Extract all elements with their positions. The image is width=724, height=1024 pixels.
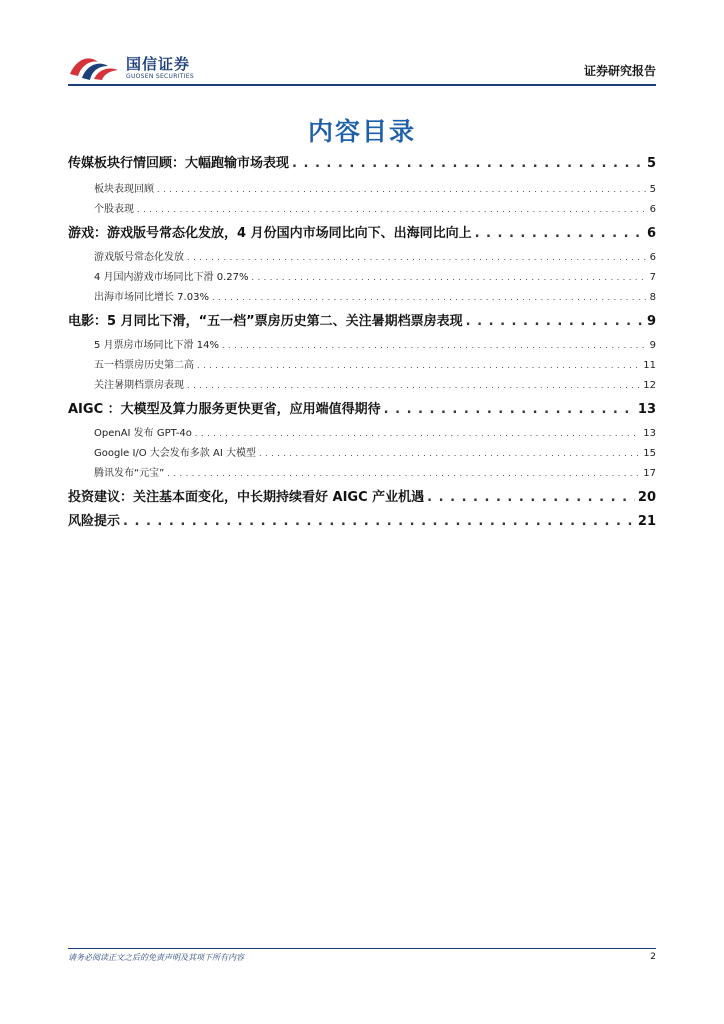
footer-divider	[68, 948, 656, 949]
toc-leader-dots	[384, 402, 635, 417]
toc-entry-label: 出海市场同比增长 7.03%	[94, 292, 209, 303]
toc-entry-label: 风险提示	[68, 514, 121, 529]
toc-entry-label: 传媒板块行情回顾：大幅跑输市场表现	[68, 156, 290, 171]
toc-entry-page: 8	[649, 292, 656, 303]
toc-entry-label: 关注暑期档票房表现	[94, 380, 184, 391]
toc-entry-page: 11	[643, 360, 656, 371]
toc-entry-l1[interactable]	[68, 398, 656, 417]
toc-entry-page: 6	[649, 204, 656, 215]
toc-entry-l2[interactable]	[94, 424, 656, 439]
toc-entry-label: 游戏：游戏版号常态化发放，4 月份国内市场同比向下、出海同比向上	[68, 226, 472, 241]
toc-leader-dots	[123, 514, 635, 529]
toc-entry-page: 5	[646, 156, 656, 171]
toc-entry-page: 13	[643, 428, 656, 439]
toc-entry-l2[interactable]	[94, 376, 656, 391]
toc-leader-dots	[475, 226, 644, 241]
logo-text-en: GUOSEN SECURITIES	[126, 73, 195, 80]
toc-entry-page: 9	[649, 340, 656, 351]
toc-entry-l1[interactable]	[68, 152, 656, 171]
toc-entry-l2[interactable]	[94, 288, 656, 303]
toc-entry-label: 投资建议：关注基本面变化，中长期持续看好 AIGC 产业机遇	[68, 490, 425, 505]
footer-disclaimer: 请务必阅读正文之后的免责声明及其项下所有内容	[68, 953, 244, 962]
toc-entry-l1[interactable]	[68, 486, 656, 505]
toc-entry-label: 游戏版号常态化发放	[94, 252, 184, 263]
toc-leader-dots	[167, 469, 640, 478]
toc-entry-page: 6	[649, 252, 656, 263]
toc-entry-page: 6	[646, 226, 656, 241]
toc-entry-l2[interactable]	[94, 180, 656, 195]
toc-title: 内容目录	[307, 117, 416, 146]
toc-entry-page: 15	[643, 448, 656, 459]
toc-leader-dots	[427, 490, 635, 505]
toc-entry-l2[interactable]	[94, 336, 656, 351]
toc-entry-label: OpenAI 发布 GPT-4o	[94, 428, 192, 439]
toc-entry-page: 7	[649, 272, 656, 283]
toc-leader-dots	[259, 449, 640, 458]
toc-entry-l2[interactable]	[94, 444, 656, 459]
toc-leader-dots	[212, 293, 647, 302]
guosen-logo	[68, 50, 208, 82]
toc-entry-l2[interactable]	[94, 268, 656, 283]
toc-leader-dots	[187, 381, 640, 390]
toc-entry-label: 个股表现	[94, 204, 134, 215]
toc-leader-dots	[292, 156, 644, 171]
toc-entry-l2[interactable]	[94, 464, 656, 479]
toc-entry-page: 20	[637, 490, 656, 505]
toc-entry-page: 12	[643, 380, 656, 391]
toc-entry-page: 13	[637, 402, 656, 417]
toc-entry-page: 9	[646, 314, 656, 329]
toc-leader-dots	[222, 341, 647, 350]
toc-entry-page: 17	[643, 468, 656, 479]
page-number: 2	[650, 952, 656, 962]
report-type-label: 证券研究报告	[583, 64, 656, 78]
toc-entry-label: 腾讯发布“元宝”	[94, 468, 165, 479]
toc-leader-dots	[252, 273, 647, 282]
toc-leader-dots	[157, 185, 647, 194]
toc-leader-dots	[137, 205, 647, 214]
toc-entry-label: Google I/O 大会发布多款 AI 大模型	[94, 448, 256, 459]
toc-entry-l1[interactable]	[68, 222, 656, 241]
toc-leader-dots	[466, 314, 644, 329]
toc-leader-dots	[195, 429, 640, 438]
page-header	[68, 46, 656, 86]
toc-entry-l1[interactable]	[68, 310, 656, 329]
toc-entry-label: 五一档票房历史第二高	[94, 360, 194, 371]
toc-entry-label: 电影：5 月同比下滑，“五一档”票房历史第二、关注暑期档票房表现	[68, 314, 463, 329]
toc-leader-dots	[197, 361, 640, 370]
toc-entry-label: AIGC ：大模型及算力服务更快更省，应用端值得期待	[68, 402, 381, 417]
toc-entry-l1[interactable]	[68, 510, 656, 529]
toc-entry-label: 板块表现回顾	[94, 184, 154, 195]
toc-entry-l2[interactable]	[94, 200, 656, 215]
guosen-logo-icon	[68, 52, 120, 82]
toc-leader-dots	[187, 253, 647, 262]
toc-entry-page: 5	[649, 184, 656, 195]
header-divider	[68, 84, 656, 86]
toc-entry-page: 21	[637, 514, 656, 529]
toc-entry-l2[interactable]	[94, 356, 656, 371]
logo-text-cn: 国信证券	[126, 55, 191, 73]
toc-entry-label: 5 月票房市场同比下滑 14%	[94, 340, 219, 351]
toc-entry-l2[interactable]	[94, 248, 656, 263]
toc-entry-label: 4 月国内游戏市场同比下滑 0.27%	[94, 272, 249, 283]
